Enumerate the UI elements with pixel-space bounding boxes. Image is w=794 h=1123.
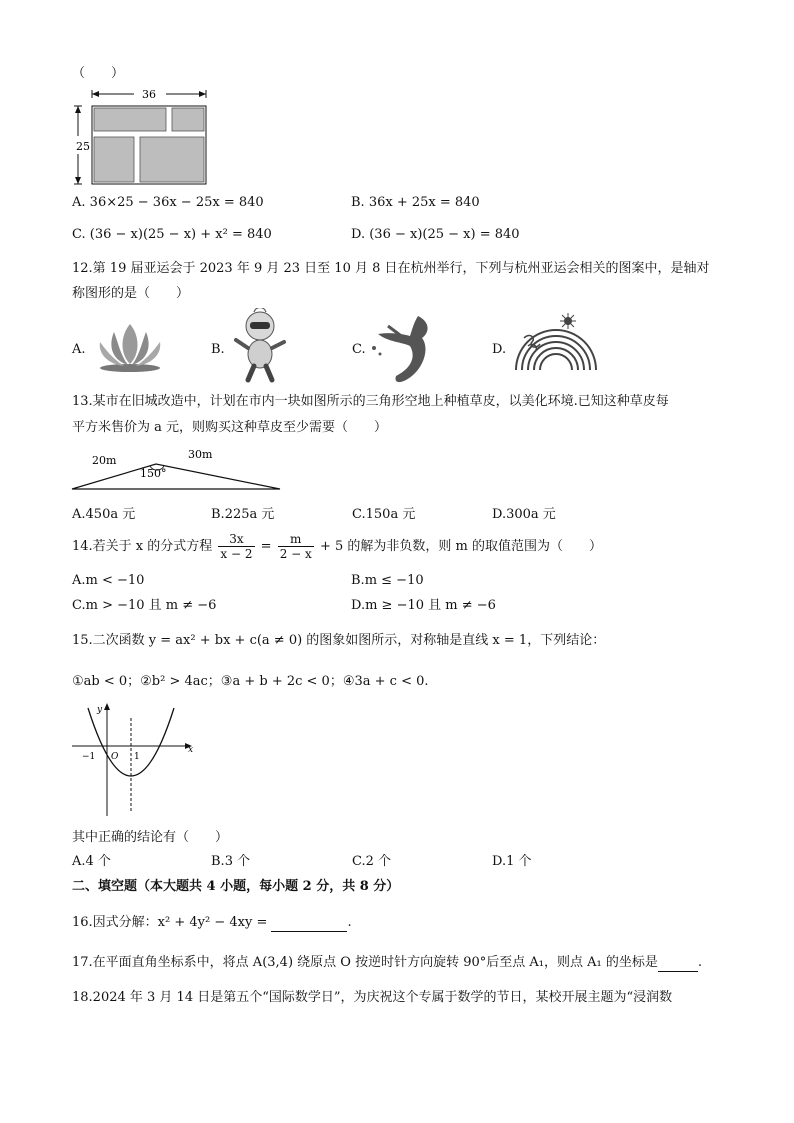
q18-stem: 18.2024 年 3 月 14 日是第五个“国际数学日”，为庆祝这个专属于数学的节日，某校开展主题为“浸润数 — [72, 990, 673, 1005]
q11-answer-paren: （ ） — [72, 66, 125, 81]
dolphin-icon[interactable] — [368, 312, 438, 384]
q15-parabola-graph — [68, 700, 198, 822]
mascot-icon[interactable] — [230, 308, 290, 384]
q15-option-a[interactable]: A.4 个 — [72, 854, 111, 869]
q15-option-b[interactable]: B.3 个 — [211, 854, 251, 869]
q16-stem: 16.因式分解：x² + 4y² − 4xy = . — [72, 915, 352, 930]
q12-option-d-label[interactable]: D. — [492, 342, 507, 357]
q12-stem-line1: 12.第 19 届亚运会于 2023 年 9 月 23 日至 10 月 8 日在杭州举行，下列与杭州亚运会相关的图案中，是轴对 — [72, 261, 710, 276]
q11-option-c[interactable]: C. (36 − x)(25 − x) + x² = 840 — [72, 227, 272, 242]
rainbow-logo-icon[interactable] — [510, 312, 600, 376]
q15-x-axis-label: x — [188, 745, 194, 755]
q11-option-b[interactable]: B. 36x + 25x = 840 — [351, 195, 480, 210]
q15-option-c[interactable]: C.2 个 — [352, 854, 392, 869]
q14-fraction-2: $\frac{m}{2 - x}$ — [279, 532, 312, 561]
q14-suffix: + 5 的解为非负数，则 m 的取值范围为（ ） — [319, 539, 602, 554]
q16-answer-blank[interactable] — [271, 915, 347, 932]
q11-height-label: 25 — [76, 140, 90, 153]
q13-right-side-label: 30m — [188, 448, 213, 461]
q14-prefix: 14.若关于 x 的分式方程 — [72, 539, 213, 554]
q15-one-label: 1 — [134, 752, 140, 762]
q14-equals: = — [260, 539, 272, 554]
q11-option-d[interactable]: D. (36 − x)(25 − x) = 840 — [351, 227, 520, 242]
q14-option-d[interactable]: D.m ≥ −10 且 m ≠ −6 — [351, 598, 496, 613]
q13-option-c[interactable]: C.150a 元 — [352, 507, 416, 522]
q14-option-b[interactable]: B.m ≤ −10 — [351, 573, 424, 588]
q13-option-d[interactable]: D.300a 元 — [492, 507, 556, 522]
section-2-title: 二、填空题（本大题共 4 小题，每小题 2 分，共 8 分） — [72, 879, 400, 894]
q12-stem-line2: 称图形的是（ ） — [72, 286, 190, 301]
q13-option-a[interactable]: A.450a 元 — [72, 507, 136, 522]
q13-triangle-figure — [70, 444, 286, 494]
lotus-icon[interactable] — [90, 318, 170, 374]
q14-stem — [72, 530, 602, 564]
q17-stem: 17.在平面直角坐标系中，将点 A(3,4) 绕原点 O 按逆时针方向旋转 90°后至点 A₁，则点 A₁ 的坐标是 . — [72, 955, 702, 970]
q15-origin-label: O — [111, 752, 119, 762]
q13-left-side-label: 20m — [92, 454, 117, 467]
q15-conclusions: ①ab < 0；②b² > 4ac；③a + b + 2c < 0；④3a + c < 0. — [72, 674, 429, 689]
q15-stem-line1: 15.二次函数 y = ax² + bx + c(a ≠ 0) 的图象如图所示，对称轴是直线 x = 1，下列结论： — [72, 633, 606, 648]
q11-rectangle-figure — [70, 86, 220, 190]
q14-option-c[interactable]: C.m > −10 且 m ≠ −6 — [72, 598, 217, 613]
q17-answer-blank[interactable] — [658, 955, 698, 972]
q13-option-b[interactable]: B.225a 元 — [211, 507, 275, 522]
q11-width-label: 36 — [142, 88, 156, 101]
q14-option-a[interactable]: A.m < −10 — [72, 573, 145, 588]
q13-stem-line1: 13.某市在旧城改造中，计划在市内一块如图所示的三角形空地上种植草皮，以美化环境.已知这种草皮每 — [72, 394, 669, 409]
q11-option-a[interactable]: A. 36×25 − 36x − 25x = 840 — [72, 195, 264, 210]
q15-question: 其中正确的结论有（ ） — [72, 830, 229, 845]
q13-stem-line2: 平方米售价为 a 元，则购买这种草皮至少需要（ ） — [72, 420, 388, 435]
q12-option-c-label[interactable]: C. — [352, 342, 366, 357]
q15-y-axis-label: y — [97, 705, 103, 715]
q12-option-b-label[interactable]: B. — [211, 342, 225, 357]
q13-angle-label: 150° — [140, 467, 167, 480]
q14-fraction-1: $\frac{3x}{x - 2}$ — [220, 532, 253, 561]
q15-neg-one-label: −1 — [82, 752, 96, 762]
q12-option-a-label[interactable]: A. — [72, 342, 86, 357]
q15-option-d[interactable]: D.1 个 — [492, 854, 532, 869]
